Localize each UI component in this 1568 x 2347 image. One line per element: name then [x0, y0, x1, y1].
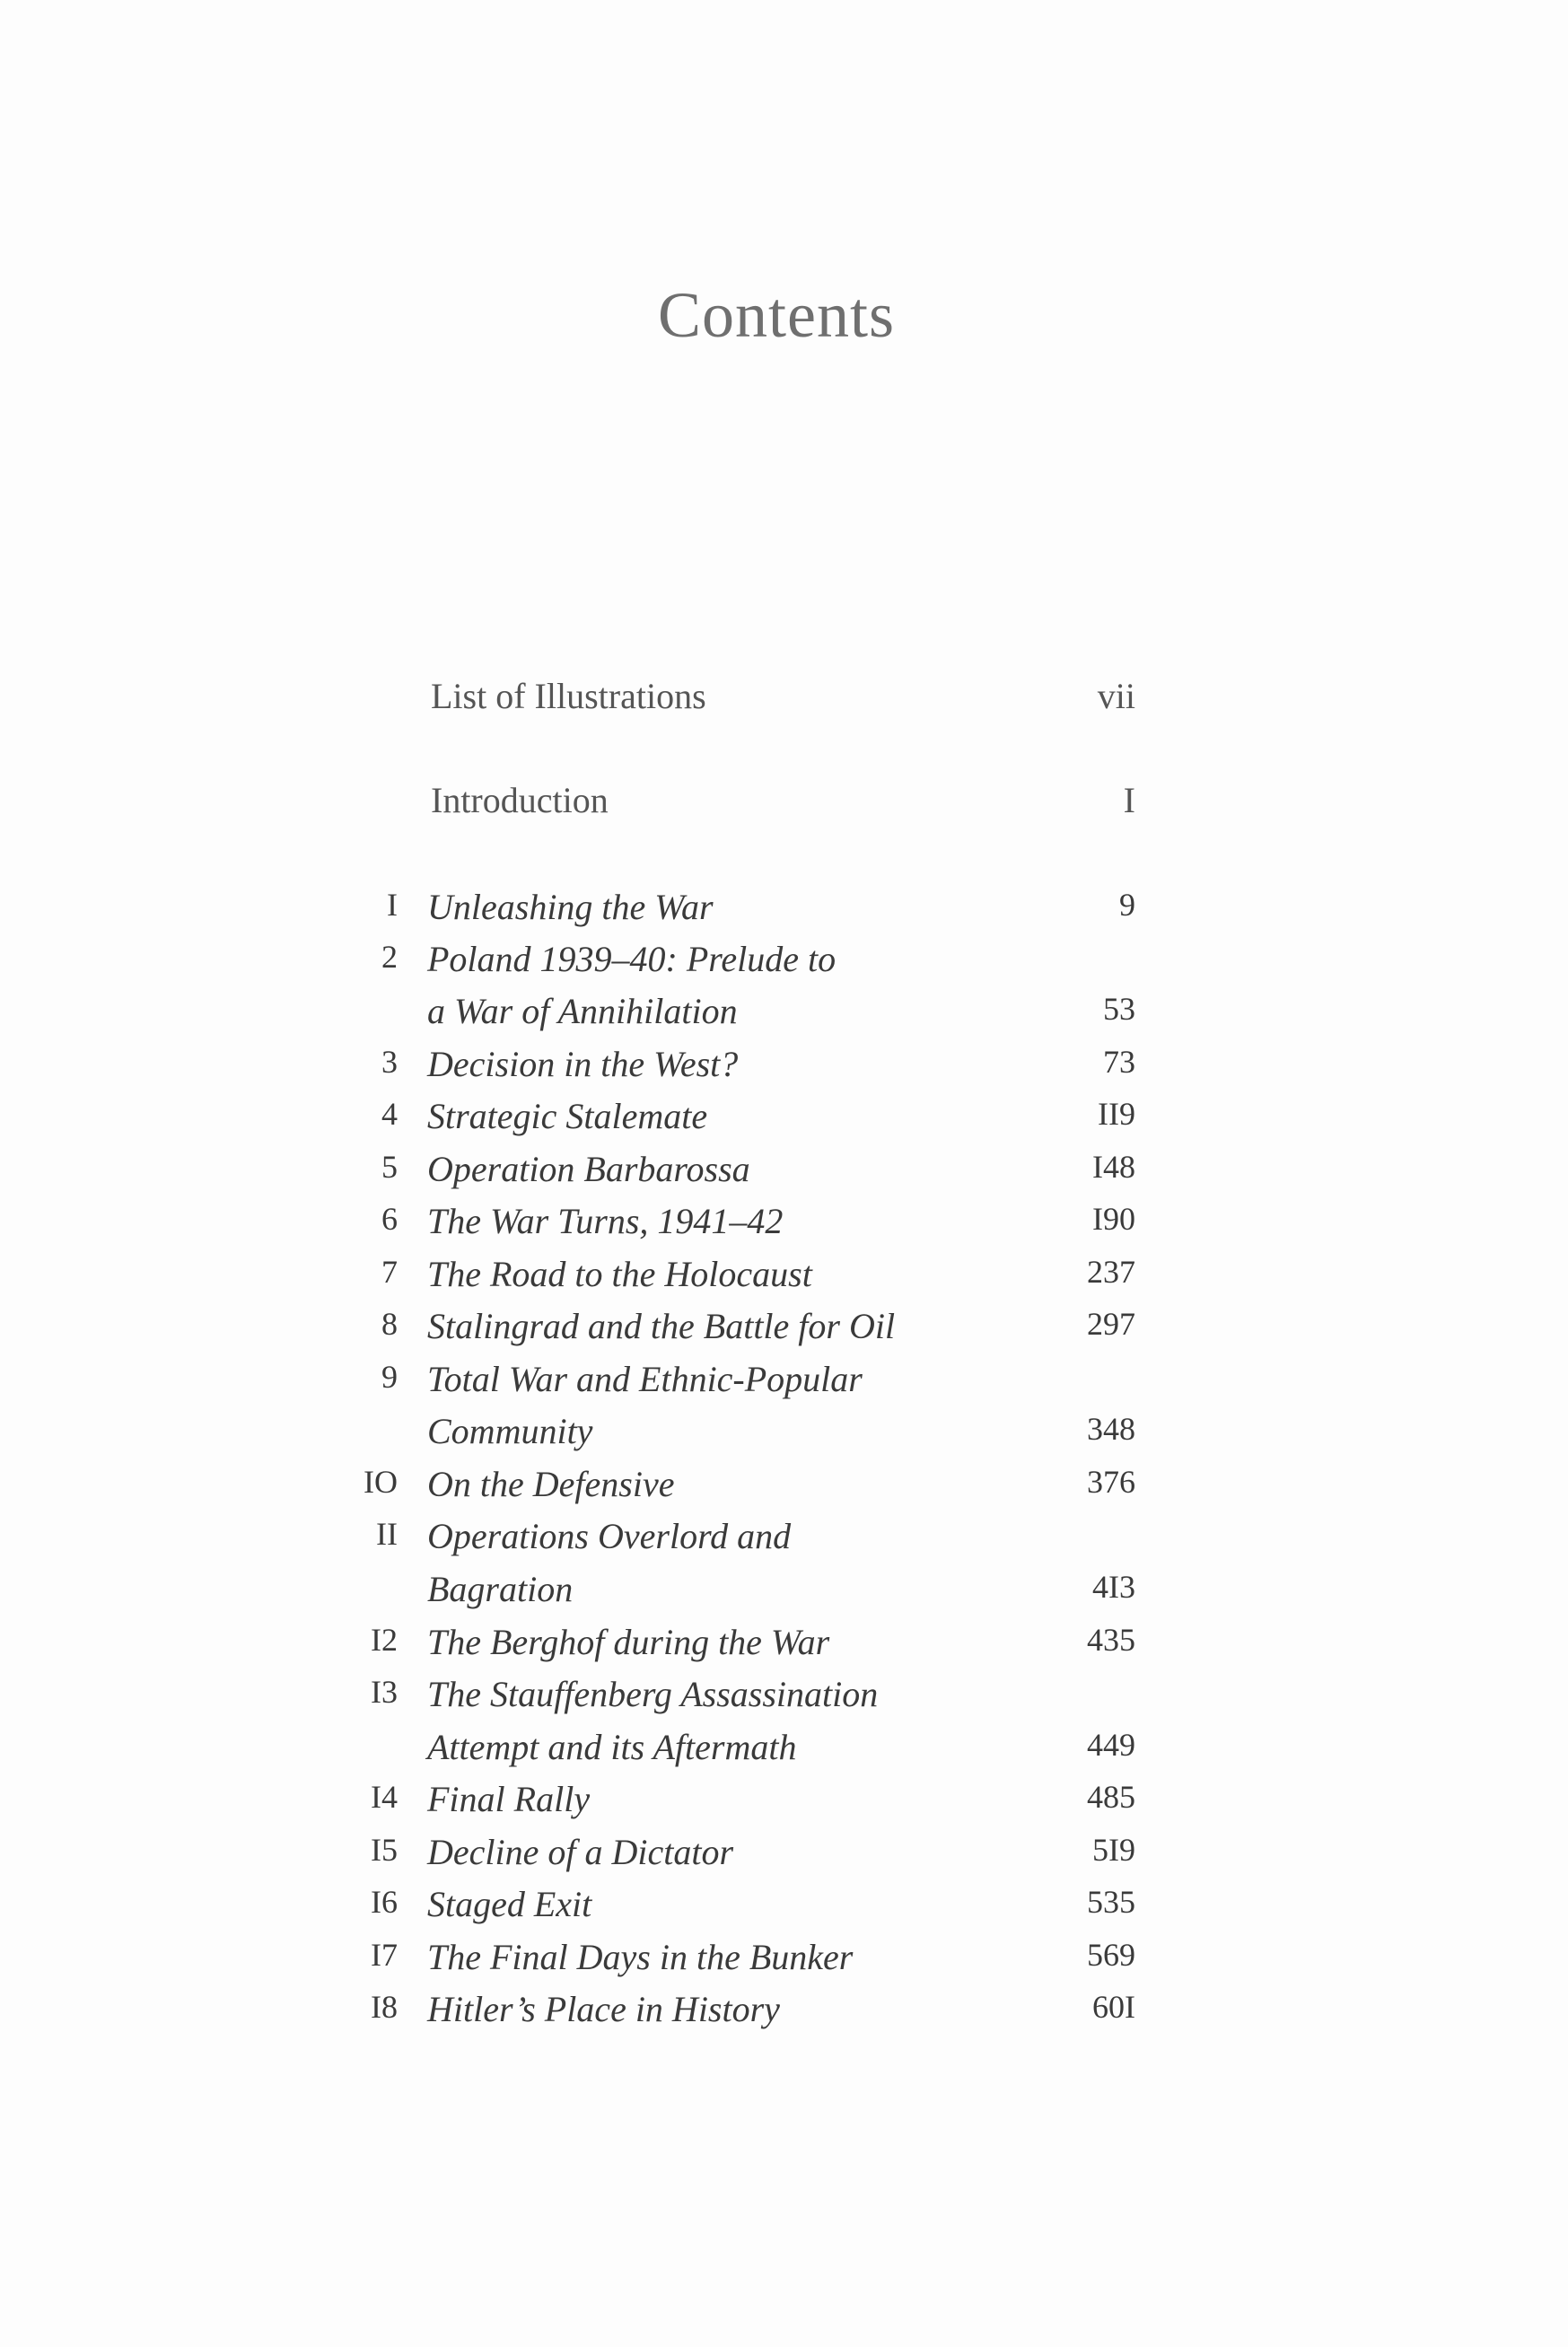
chapter-title: Decision in the West? — [427, 1044, 739, 1084]
chapter-number: 3 — [381, 1044, 398, 1080]
chapter-page: 348 — [1087, 1411, 1135, 1447]
chapter-row-2[interactable] — [341, 938, 1135, 990]
front-item-page: I — [1123, 780, 1135, 820]
chapter-number: 4 — [381, 1096, 398, 1132]
chapter-row-15[interactable] — [341, 1831, 1135, 1883]
chapter-title-continued: Bagration — [427, 1569, 574, 1609]
chapter-row-12[interactable] — [341, 1621, 1135, 1673]
chapter-page: 376 — [1087, 1464, 1135, 1500]
chapter-page: 435 — [1087, 1622, 1135, 1658]
chapter-page: 449 — [1087, 1727, 1135, 1763]
chapter-number: I5 — [371, 1832, 398, 1868]
chapter-row-14[interactable] — [341, 1778, 1135, 1830]
chapter-number: I — [387, 887, 398, 923]
chapter-page: 4I3 — [1092, 1569, 1135, 1605]
chapter-title-continued: Attempt and its Aftermath — [427, 1727, 797, 1767]
chapter-page: 297 — [1087, 1306, 1135, 1342]
chapter-title: Stalingrad and the Battle for Oil — [427, 1306, 896, 1346]
chapter-row-17[interactable] — [341, 1936, 1135, 1988]
chapter-number: I8 — [371, 1989, 398, 2025]
chapter-row-8[interactable] — [341, 1305, 1135, 1357]
chapter-title: On the Defensive — [427, 1464, 675, 1504]
chapter-number: I2 — [371, 1622, 398, 1658]
chapter-row-2-cont[interactable] — [341, 990, 1135, 1042]
chapter-row-3[interactable] — [341, 1043, 1135, 1095]
chapter-number: 8 — [381, 1306, 398, 1342]
chapter-page: 5I9 — [1092, 1832, 1135, 1868]
chapter-number: I7 — [371, 1937, 398, 1973]
chapter-row-10[interactable] — [341, 1463, 1135, 1515]
chapter-row-1[interactable] — [341, 886, 1135, 938]
chapter-number: 9 — [381, 1359, 398, 1395]
chapter-page: I48 — [1092, 1149, 1135, 1185]
chapter-number: 6 — [381, 1201, 398, 1237]
chapter-row-4[interactable] — [341, 1095, 1135, 1147]
chapter-title: Final Rally — [427, 1779, 591, 1819]
chapter-number: I4 — [371, 1779, 398, 1815]
chapter-title: Operations Overlord and — [427, 1516, 792, 1556]
chapter-title: The Berghof during the War — [427, 1622, 830, 1662]
chapter-page: 53 — [1103, 991, 1135, 1027]
front-item-label: Introduction — [431, 780, 609, 820]
chapter-title: Strategic Stalemate — [427, 1096, 708, 1136]
chapter-number: IO — [364, 1464, 398, 1500]
chapter-title: Operation Barbarossa — [427, 1149, 750, 1189]
chapter-title: The War Turns, 1941–42 — [427, 1201, 784, 1241]
chapter-title: The Final Days in the Bunker — [427, 1937, 854, 1977]
chapter-title: Hitler’s Place in History — [427, 1989, 780, 2029]
chapter-number: 2 — [381, 939, 398, 975]
chapter-page: 569 — [1087, 1937, 1135, 1973]
chapter-title: Total War and Ethnic-Popular — [427, 1359, 863, 1399]
chapter-title: The Road to the Holocaust — [427, 1254, 812, 1294]
chapter-title: Unleashing the War — [427, 887, 714, 927]
chapter-row-7[interactable] — [341, 1253, 1135, 1305]
chapter-row-9-cont[interactable] — [341, 1410, 1135, 1462]
chapter-page: I90 — [1092, 1201, 1135, 1237]
chapter-row-13-cont[interactable] — [341, 1726, 1135, 1778]
chapter-title: Decline of a Dictator — [427, 1832, 734, 1872]
chapter-number: II — [376, 1516, 398, 1552]
chapter-row-16[interactable] — [341, 1883, 1135, 1935]
chapter-page: 60I — [1092, 1989, 1135, 2025]
page-title: Contents — [657, 279, 895, 351]
chapter-row-18[interactable] — [341, 1988, 1135, 2040]
chapter-row-11[interactable] — [341, 1515, 1135, 1567]
chapter-page: II9 — [1098, 1096, 1135, 1132]
chapter-number: I3 — [371, 1674, 398, 1710]
chapter-page: 237 — [1087, 1254, 1135, 1290]
chapter-title-continued: Community — [427, 1411, 593, 1451]
chapter-row-5[interactable] — [341, 1148, 1135, 1200]
chapter-page: 485 — [1087, 1779, 1135, 1815]
chapter-title: Poland 1939–40: Prelude to — [427, 939, 837, 979]
chapter-page: 73 — [1103, 1044, 1135, 1080]
front-item-page: vii — [1097, 676, 1135, 716]
chapter-title-continued: a War of Annihilation — [427, 991, 738, 1031]
chapter-page: 535 — [1087, 1884, 1135, 1920]
chapter-page: 9 — [1119, 887, 1135, 923]
chapter-title: The Stauffenberg Assassination — [427, 1674, 879, 1714]
chapter-row-9[interactable] — [341, 1358, 1135, 1410]
chapter-number: 5 — [381, 1149, 398, 1185]
chapter-row-11-cont[interactable] — [341, 1568, 1135, 1620]
front-item-label: List of Illustrations — [431, 676, 706, 716]
chapter-title: Staged Exit — [427, 1884, 592, 1924]
chapter-row-13[interactable] — [341, 1673, 1135, 1725]
chapter-number: I6 — [371, 1884, 398, 1920]
chapter-number: 7 — [381, 1254, 398, 1290]
chapter-row-6[interactable] — [341, 1200, 1135, 1252]
